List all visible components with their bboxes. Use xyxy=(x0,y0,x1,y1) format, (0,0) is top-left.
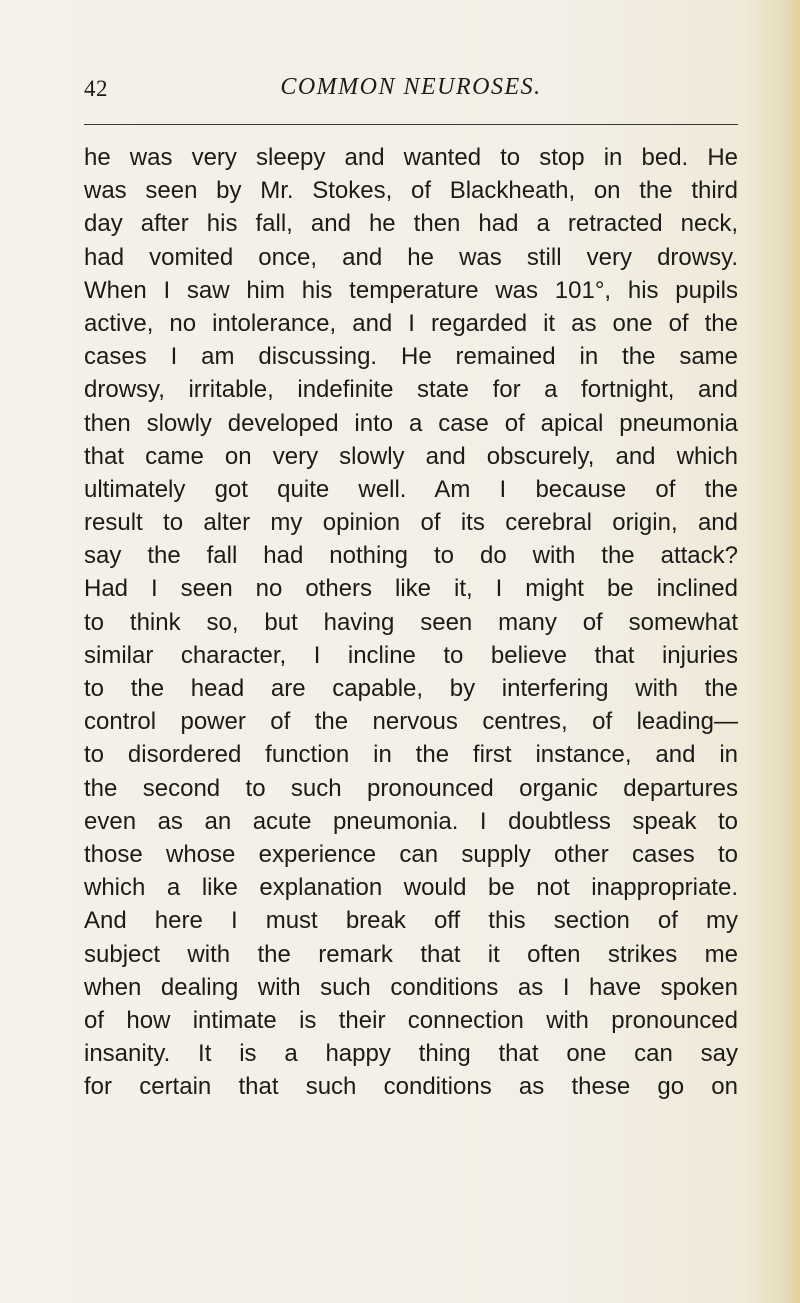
text-line: of how intimate is their connection with pronounced xyxy=(84,1006,738,1034)
text-line: when dealing with such conditions as I have spoken xyxy=(84,973,738,1001)
text-line: And here I must break off this section of my xyxy=(84,907,738,935)
text-line: Had I seen no others like it, I might be inclined xyxy=(84,575,738,603)
text-line: the second to such pronounced organic departures xyxy=(84,774,738,802)
text-line: When I saw him his temperature was 101°, his pupils xyxy=(84,276,738,304)
text-line: insanity. It is a happy thing that one can say xyxy=(84,1040,738,1068)
page-number: 42 xyxy=(84,76,108,101)
text-line: control power of the nervous centres, of leading— xyxy=(84,708,738,736)
text-line: he was very sleepy and wanted to stop in bed. He xyxy=(84,144,738,171)
header-rule xyxy=(84,124,738,125)
text-line: those whose experience can supply other cases to xyxy=(84,840,738,868)
text-line: similar character, I incline to believe that injuries xyxy=(84,641,738,669)
page-header xyxy=(84,70,738,110)
text-line: to think so, but having seen many of somewhat xyxy=(84,608,738,636)
body-text xyxy=(84,141,738,1103)
text-line: even as an acute pneumonia. I doubtless speak to xyxy=(84,807,738,835)
text-line: cases I am discussing. He remained in the same xyxy=(84,343,738,371)
running-title: COMMON NEUROSES. xyxy=(280,74,542,100)
text-line: had vomited once, and he was still very drowsy. xyxy=(84,243,738,271)
text-line: was seen by Mr. Stokes, of Blackheath, on the third xyxy=(84,177,738,205)
text-line: for certain that such conditions as these go on xyxy=(84,1073,738,1101)
text-line: drowsy, irritable, indefinite state for a fortnight, and xyxy=(84,376,738,404)
text-line: say the fall had nothing to do with the attack? xyxy=(84,542,738,570)
text-line: to the head are capable, by interfering with the xyxy=(84,675,738,702)
text-line: to disordered function in the first instance, and in xyxy=(84,741,738,769)
text-line: active, no intolerance, and I regarded it as one of the xyxy=(84,309,738,337)
text-line: subject with the remark that it often strikes me xyxy=(84,940,738,968)
text-line: ultimately got quite well. Am I because of the xyxy=(84,475,738,503)
text-line: day after his fall, and he then had a retracted neck, xyxy=(84,210,738,238)
page-edge-shading xyxy=(786,0,800,1303)
text-line: which a like explanation would be not inappropriate. xyxy=(84,874,738,902)
text-line: then slowly developed into a case of apical pneumonia xyxy=(84,409,738,437)
text-line: that came on very slowly and obscurely, and which xyxy=(84,442,738,470)
text-line: result to alter my opinion of its cerebral origin, and xyxy=(84,509,738,537)
